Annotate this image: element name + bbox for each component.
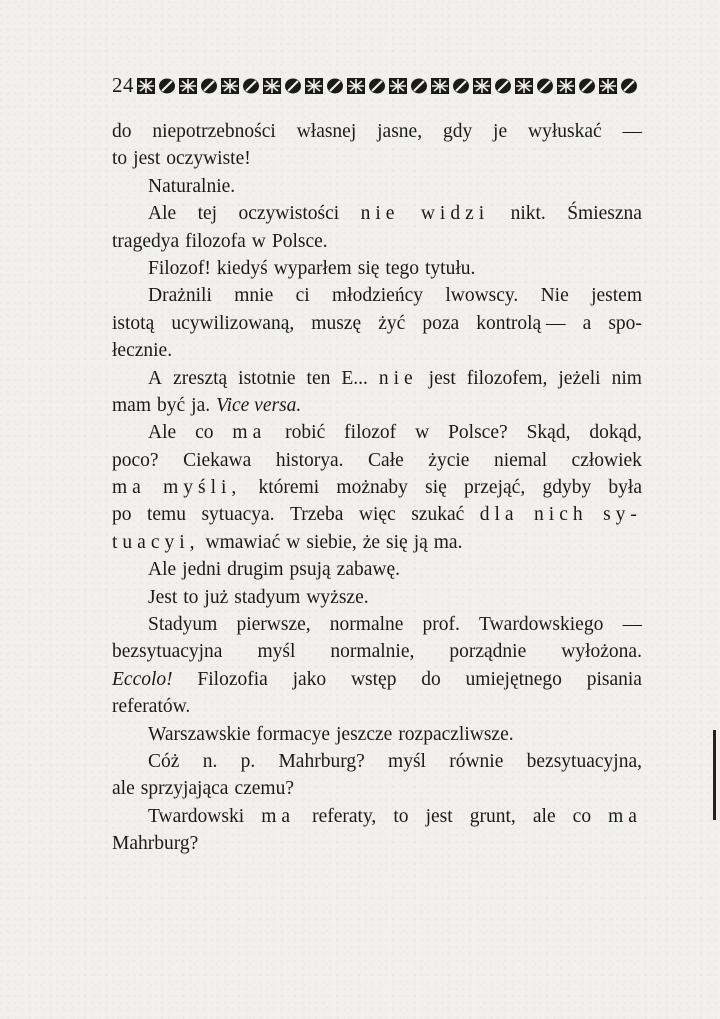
lattice-ornament-icon xyxy=(430,77,450,95)
word: łecznie. xyxy=(112,340,173,362)
text-line xyxy=(112,584,642,611)
word: możnaby xyxy=(336,477,408,499)
text-line xyxy=(112,529,642,556)
word: tej xyxy=(197,203,218,225)
word: lwowscy. xyxy=(445,285,519,307)
ornamental-border xyxy=(136,76,642,96)
word: poza xyxy=(422,312,460,334)
word: oczywiste! xyxy=(166,148,251,170)
circle-ornament-icon xyxy=(619,77,639,95)
word: Eccolo! xyxy=(112,668,173,690)
word: bezsytuacyjna, xyxy=(526,750,642,772)
word: prof. xyxy=(422,614,460,636)
lattice-ornament-icon xyxy=(388,77,408,95)
text-line xyxy=(112,365,642,392)
lattice-ornament-icon xyxy=(514,77,534,95)
word: człowiek xyxy=(571,449,642,471)
word: grunt, xyxy=(469,805,516,827)
word: stadyum xyxy=(234,586,301,608)
word: Filozofia xyxy=(197,668,268,690)
word: tytułu. xyxy=(424,257,476,279)
word: do xyxy=(112,121,132,142)
word: nie xyxy=(378,367,418,389)
word: ucywilizowaną, xyxy=(171,312,295,334)
text-line xyxy=(112,638,642,665)
word: jeszcze xyxy=(336,723,393,745)
text-line xyxy=(112,830,642,857)
word: — xyxy=(622,121,642,142)
word: niepotrzebności xyxy=(152,121,276,142)
word: własnej xyxy=(296,121,357,142)
word: ma. xyxy=(433,531,463,553)
text-line xyxy=(112,775,642,802)
word: jest xyxy=(428,367,456,389)
text-line xyxy=(112,173,642,200)
word: nikt. xyxy=(510,203,546,225)
word: rozpaczliwsze. xyxy=(398,723,514,745)
word: pierwsze, xyxy=(236,614,311,636)
word: gdy xyxy=(442,121,473,142)
word: pisania xyxy=(586,668,642,690)
word: życie xyxy=(428,449,470,471)
word: Ale xyxy=(148,559,177,581)
word: oczywistości xyxy=(238,203,340,225)
word: ten xyxy=(306,367,331,389)
text-line xyxy=(112,392,642,419)
word: myśl xyxy=(257,641,296,663)
word: filozof xyxy=(344,422,397,444)
word: myśl xyxy=(388,750,426,772)
circle-ornament-icon xyxy=(367,77,387,95)
circle-ornament-icon xyxy=(199,77,219,95)
text-line xyxy=(112,748,642,775)
word: jest xyxy=(133,148,161,170)
word: ale xyxy=(112,778,135,800)
word: to xyxy=(183,586,199,608)
word: Mahrburg? xyxy=(112,833,199,855)
word: dla xyxy=(479,504,519,526)
word: zabawę. xyxy=(336,559,400,581)
word: wyłożona. xyxy=(561,641,642,663)
word: być xyxy=(157,394,186,416)
lattice-ornament-icon xyxy=(346,77,366,95)
word: spo- xyxy=(608,312,642,334)
text-line xyxy=(112,501,642,528)
word: ją xyxy=(413,531,428,553)
word: wmawiać xyxy=(205,531,281,553)
text-line xyxy=(112,118,642,145)
lattice-ornament-icon xyxy=(262,77,282,95)
text-line xyxy=(112,693,642,720)
word: żyć xyxy=(378,312,406,334)
circle-ornament-icon xyxy=(535,77,555,95)
word: tego xyxy=(385,257,419,279)
word: Cóż xyxy=(148,750,180,772)
lattice-ornament-icon xyxy=(136,77,156,95)
word: sy- xyxy=(603,504,642,526)
word: robić xyxy=(285,422,326,444)
word: co xyxy=(572,805,592,827)
circle-ornament-icon xyxy=(577,77,597,95)
text-line xyxy=(112,556,642,583)
word: Vice versa. xyxy=(216,394,302,416)
word: umiejętnego xyxy=(465,668,562,690)
word: co xyxy=(195,422,214,444)
word: Trzeba xyxy=(290,504,344,526)
word: wyższe. xyxy=(306,586,369,608)
word: ci xyxy=(295,285,310,307)
word: poco? xyxy=(112,449,159,471)
text-line xyxy=(112,611,642,638)
word: jestem xyxy=(591,285,642,307)
word: ja. xyxy=(191,394,211,416)
word: filozofem, xyxy=(466,367,548,389)
word: drugim xyxy=(227,559,284,581)
word: Mahrburg? xyxy=(278,750,365,772)
circle-ornament-icon xyxy=(157,77,177,95)
word: do xyxy=(421,668,441,690)
word: kontrolą — xyxy=(476,312,566,334)
word: Filozof! xyxy=(148,257,211,279)
word: filozofa xyxy=(185,230,246,252)
word: jasne, xyxy=(377,121,423,142)
word: Stadyum xyxy=(148,614,218,636)
word: w xyxy=(415,422,430,444)
word: to xyxy=(393,805,409,827)
lattice-ornament-icon xyxy=(556,77,576,95)
word: Twardowski xyxy=(148,805,245,827)
word: że xyxy=(362,531,381,553)
word: Ciekawa xyxy=(183,449,252,471)
circle-ornament-icon xyxy=(451,77,471,95)
word: ale xyxy=(532,805,556,827)
word: w xyxy=(251,230,266,252)
text-line xyxy=(112,721,642,748)
word: jest xyxy=(425,805,453,827)
word: widzi xyxy=(420,203,490,225)
text-line xyxy=(112,228,642,255)
lattice-ornament-icon xyxy=(472,77,492,95)
circle-ornament-icon xyxy=(241,77,261,95)
word: — xyxy=(622,614,642,636)
word: je xyxy=(493,121,508,142)
word: Jest xyxy=(148,586,178,608)
text-line xyxy=(112,474,642,501)
word: sytuacya. xyxy=(201,504,275,526)
word: Ale xyxy=(148,203,177,225)
word: nie xyxy=(360,203,400,225)
word: jako xyxy=(292,668,327,690)
word: mnie xyxy=(234,285,274,307)
word: Nie xyxy=(540,285,569,307)
word: mam xyxy=(112,394,151,416)
word: nim xyxy=(611,367,642,389)
text-line xyxy=(112,282,642,309)
word: ma xyxy=(608,805,642,827)
word: Warszawskie xyxy=(148,723,251,745)
word: się xyxy=(425,477,447,499)
word: n. xyxy=(202,750,218,772)
text-line xyxy=(112,419,642,446)
word: Ale xyxy=(148,422,177,444)
word: w xyxy=(286,531,301,553)
word: sprzyjająca xyxy=(140,778,229,800)
word: Twardowskiego xyxy=(479,614,604,636)
text-line xyxy=(112,200,642,227)
page-number: 24 xyxy=(112,73,134,97)
text-line xyxy=(112,310,642,337)
word: czemu? xyxy=(234,778,294,800)
text-line xyxy=(112,803,642,830)
text-line xyxy=(112,145,642,172)
word: ma xyxy=(261,805,296,827)
word: Całe xyxy=(368,449,404,471)
word: się xyxy=(357,257,380,279)
lattice-ornament-icon xyxy=(598,77,618,95)
word: tragedya xyxy=(112,230,180,252)
circle-ornament-icon xyxy=(325,77,345,95)
word: referaty, xyxy=(312,805,377,827)
word: wstęp xyxy=(350,668,397,690)
word: szukać xyxy=(411,504,465,526)
circle-ornament-icon xyxy=(283,77,303,95)
text-line xyxy=(112,666,642,693)
word: wyłuskać xyxy=(527,121,602,142)
word: przejąć, xyxy=(464,477,526,499)
word: zresztą xyxy=(173,367,228,389)
word: Naturalnie. xyxy=(148,175,236,197)
word: młodzieńcy xyxy=(332,285,423,307)
word: nich xyxy=(534,504,588,526)
word: równie xyxy=(449,750,504,772)
lattice-ornament-icon xyxy=(304,77,324,95)
word: a xyxy=(582,312,592,334)
word: siebie, xyxy=(306,531,357,553)
word: Drażnili xyxy=(148,285,212,307)
word: formacye xyxy=(256,723,331,745)
word: temu xyxy=(146,504,186,526)
word: istotnie xyxy=(238,367,296,389)
word: psują xyxy=(289,559,331,581)
word: więc xyxy=(358,504,396,526)
circle-ornament-icon xyxy=(493,77,513,95)
word: dokąd, xyxy=(589,422,642,444)
word: istotą xyxy=(112,312,155,334)
word: niemal xyxy=(493,449,548,471)
word: Skąd, xyxy=(526,422,571,444)
word: A xyxy=(148,367,163,389)
lattice-ornament-icon xyxy=(178,77,198,95)
word: normalnie, xyxy=(330,641,415,663)
word: historya. xyxy=(275,449,344,471)
scan-edge-mark xyxy=(713,730,716,820)
word: porządnie xyxy=(449,641,527,663)
word: ma xyxy=(232,422,267,444)
word: p. xyxy=(240,750,256,772)
word: myśli, xyxy=(163,477,242,499)
word: normalne xyxy=(329,614,404,636)
lattice-ornament-icon xyxy=(220,77,240,95)
word: Polsce. xyxy=(271,230,328,252)
word: już xyxy=(204,586,229,608)
word: jedni xyxy=(182,559,222,581)
word: muszę xyxy=(311,312,362,334)
word: wyparłem xyxy=(273,257,352,279)
word: tuacyi, xyxy=(112,531,200,553)
word: E... xyxy=(341,367,368,389)
word: bezsytuacyjna xyxy=(112,641,223,663)
word: Polsce? xyxy=(448,422,508,444)
word: referatów. xyxy=(112,696,191,718)
circle-ornament-icon xyxy=(409,77,429,95)
word: to xyxy=(112,148,128,170)
text-line xyxy=(112,337,642,364)
word: jeżeli xyxy=(558,367,601,389)
page-header xyxy=(112,66,642,96)
word: któremi xyxy=(258,477,320,499)
word: Śmieszna xyxy=(567,203,642,225)
text-line xyxy=(112,255,642,282)
word: ma xyxy=(112,477,146,499)
body-text xyxy=(112,118,642,858)
word: kiedyś xyxy=(216,257,268,279)
word: się xyxy=(386,531,408,553)
word: po xyxy=(112,504,132,526)
word: była xyxy=(608,477,642,499)
text-line xyxy=(112,447,642,474)
word: gdyby xyxy=(542,477,592,499)
